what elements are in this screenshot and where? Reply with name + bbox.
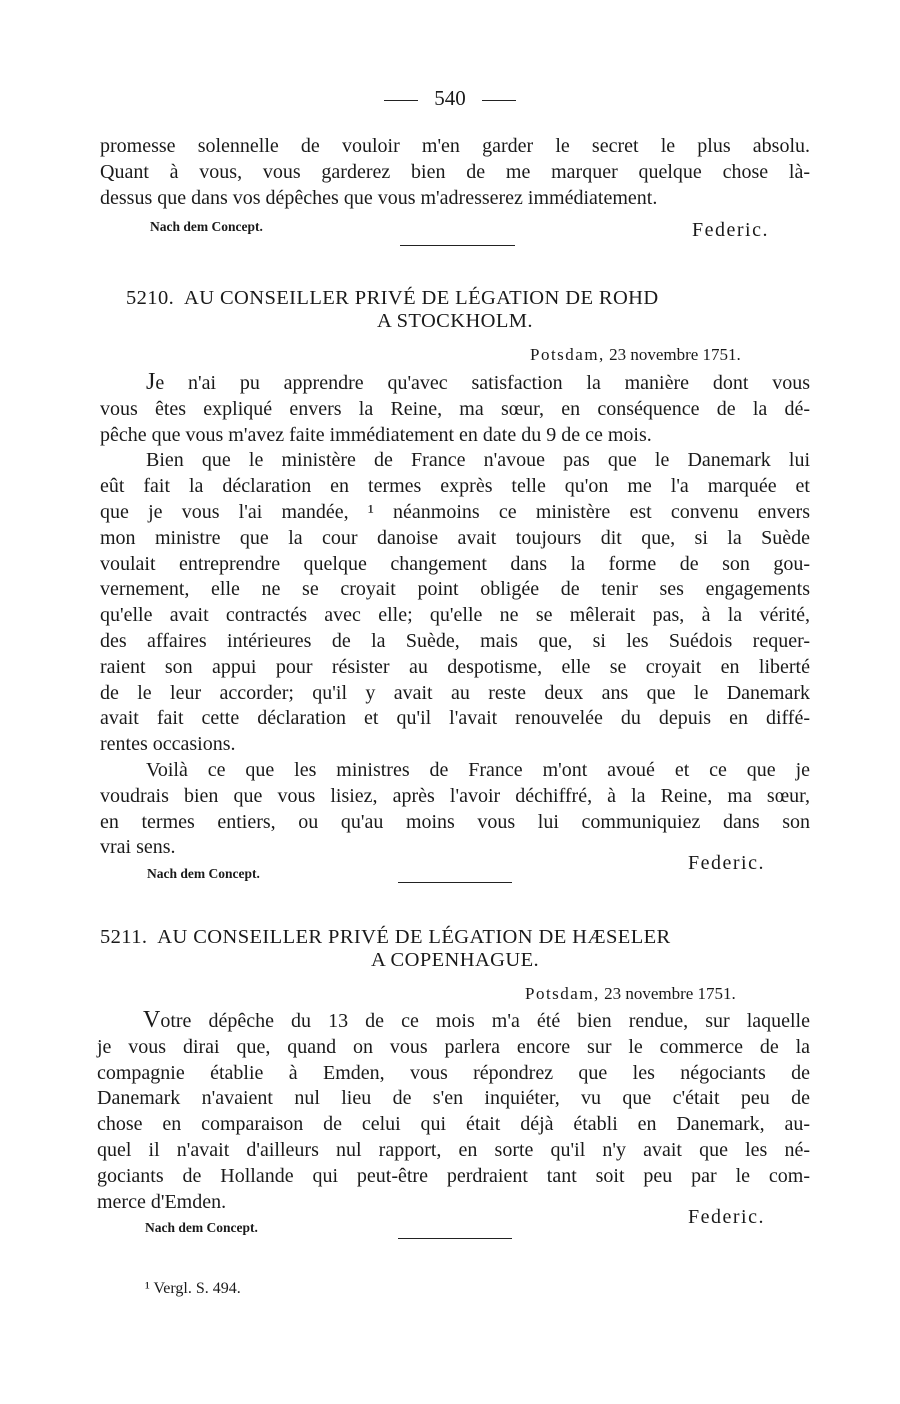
letter-heading-line1: AU CONSEILLER PRIVÉ DE LÉGATION DE ROHD [184,287,659,309]
text-line: avait fait cette déclaration et qu'il l'avait renouvelée du depuis en diffé- [100,707,810,730]
text-line: Je n'ai pu apprendre qu'avec satisfaction la manière dont vous [146,369,810,395]
text-line: raient son appui pour résister au despotisme, elle se croyait en liberté [100,655,810,678]
page-number-dash-left [384,100,418,101]
signature: Federic. [692,219,769,241]
text-line: vernement, elle ne se croyait point obligée de tenir ses engagements [100,578,810,601]
text-line: promesse solennelle de vouloir m'en garder le secret le plus absolu. [100,135,810,157]
text-line: eût fait la déclaration en termes exprès telle qu'on me l'a marquée et [100,475,810,498]
text-line: pêche que vous m'avez faite immédiatement en date du 9 de ce mois. [100,423,652,446]
text-line: de le leur accorder; qu'il y avait au reste deux ans que le Danemark [100,681,810,704]
text-line: vous êtes expliqué envers la Reine, ma sœur, en conséquence de la dé- [100,397,810,420]
source-note: Nach dem Concept. [150,219,263,234]
section-rule [398,1238,512,1239]
letter-number: 5211. [100,926,148,948]
text-line: en termes entiers, ou qu'au moins vous lui communiquiez dans son [100,810,810,833]
dateline-place: Potsdam, [530,345,605,364]
footnote: ¹ Vergl. S. 494. [145,1280,241,1297]
text-line: que je vous l'ai mandée, ¹ néanmoins ce ministère est convenu envers [100,500,810,523]
text-line: Bien que le ministère de France n'avoue pas que le Danemark lui [146,449,810,472]
text-line: Danemark n'avaient nul lieu de s'en inquiéter, vu que c'était peu de [97,1087,810,1110]
text-line: Quant à vous, vous garderez bien de me marquer quelque chose là- [100,160,810,183]
drop-cap: J [146,369,156,395]
letter-heading [100,287,810,333]
source-note: Nach dem Concept. [145,1220,258,1235]
section-rule [400,245,515,246]
text-line: voudrais bien que vous lisiez, après l'avoir déchiffré, à la Reine, ma sœur, [100,784,810,807]
page-number-row [0,86,900,111]
text-line: compagnie établie à Emden, vous répondrez que les négociants de [97,1061,810,1084]
letter-heading-line1: AU CONSEILLER PRIVÉ DE LÉGATION DE HÆSELER [157,926,671,948]
text-line: dessus que dans vos dépêches que vous m'adresserez immédiatement. [100,186,658,209]
signature: Federic. [688,1206,765,1228]
letter-body [100,370,810,861]
page-number-dash-right [482,100,516,101]
text-line: qu'elle avait contractés avec elle; qu'elle ne se mêlerait pas, à la vérité, [100,604,810,627]
text-line: mon ministre que la cour danoise avait toujours dit que, si la Suède [100,526,810,549]
text-line: Voilà ce que les ministres de France m'ont avoué et ce que je [146,758,810,781]
signature: Federic. [688,852,765,874]
text-line: vrai sens. [100,836,176,859]
text-line: rentes occasions. [100,733,236,756]
letter-heading-line2: A COPENHAGUE. [370,949,540,971]
dateline [530,345,741,365]
letter-body [97,1008,810,1215]
letter-heading-line2: A STOCKHOLM. [377,310,533,332]
section-rule [398,882,512,883]
text-line: Votre dépêche du 13 de ce mois m'a été bien rendue, sur laquelle [143,1007,810,1033]
text-line: merce d'Emden. [97,1190,227,1213]
source-note: Nach dem Concept. [147,866,260,881]
intro-text [100,134,810,211]
text-line: des affaires intérieures de la Suède, mais que, si les Suédois requer- [100,629,810,652]
text-line: quel il n'avait d'ailleurs nul rapport, en sorte qu'il n'y avait que les né- [97,1138,810,1161]
dateline-place: Potsdam, [525,984,600,1003]
dateline-date: 23 novembre 1751. [604,984,736,1003]
text-line: voulait entreprendre quelque changement dans la forme de son gou- [100,552,810,575]
letter-heading [100,926,810,972]
dateline [525,984,736,1004]
letter-number: 5210. [126,287,175,309]
drop-cap: V [143,1007,161,1033]
text-line: chose en comparaison de celui qui était déjà établi en Danemark, au- [97,1113,810,1136]
page-number: 540 [434,86,466,110]
text-line: je vous dirai que, quand on vous parlera encore sur le commerce de la [97,1035,810,1058]
dateline-date: 23 novembre 1751. [609,345,741,364]
text-line: gociants de Hollande qui peut-être perdraient tant soit peu par le com- [97,1164,810,1187]
